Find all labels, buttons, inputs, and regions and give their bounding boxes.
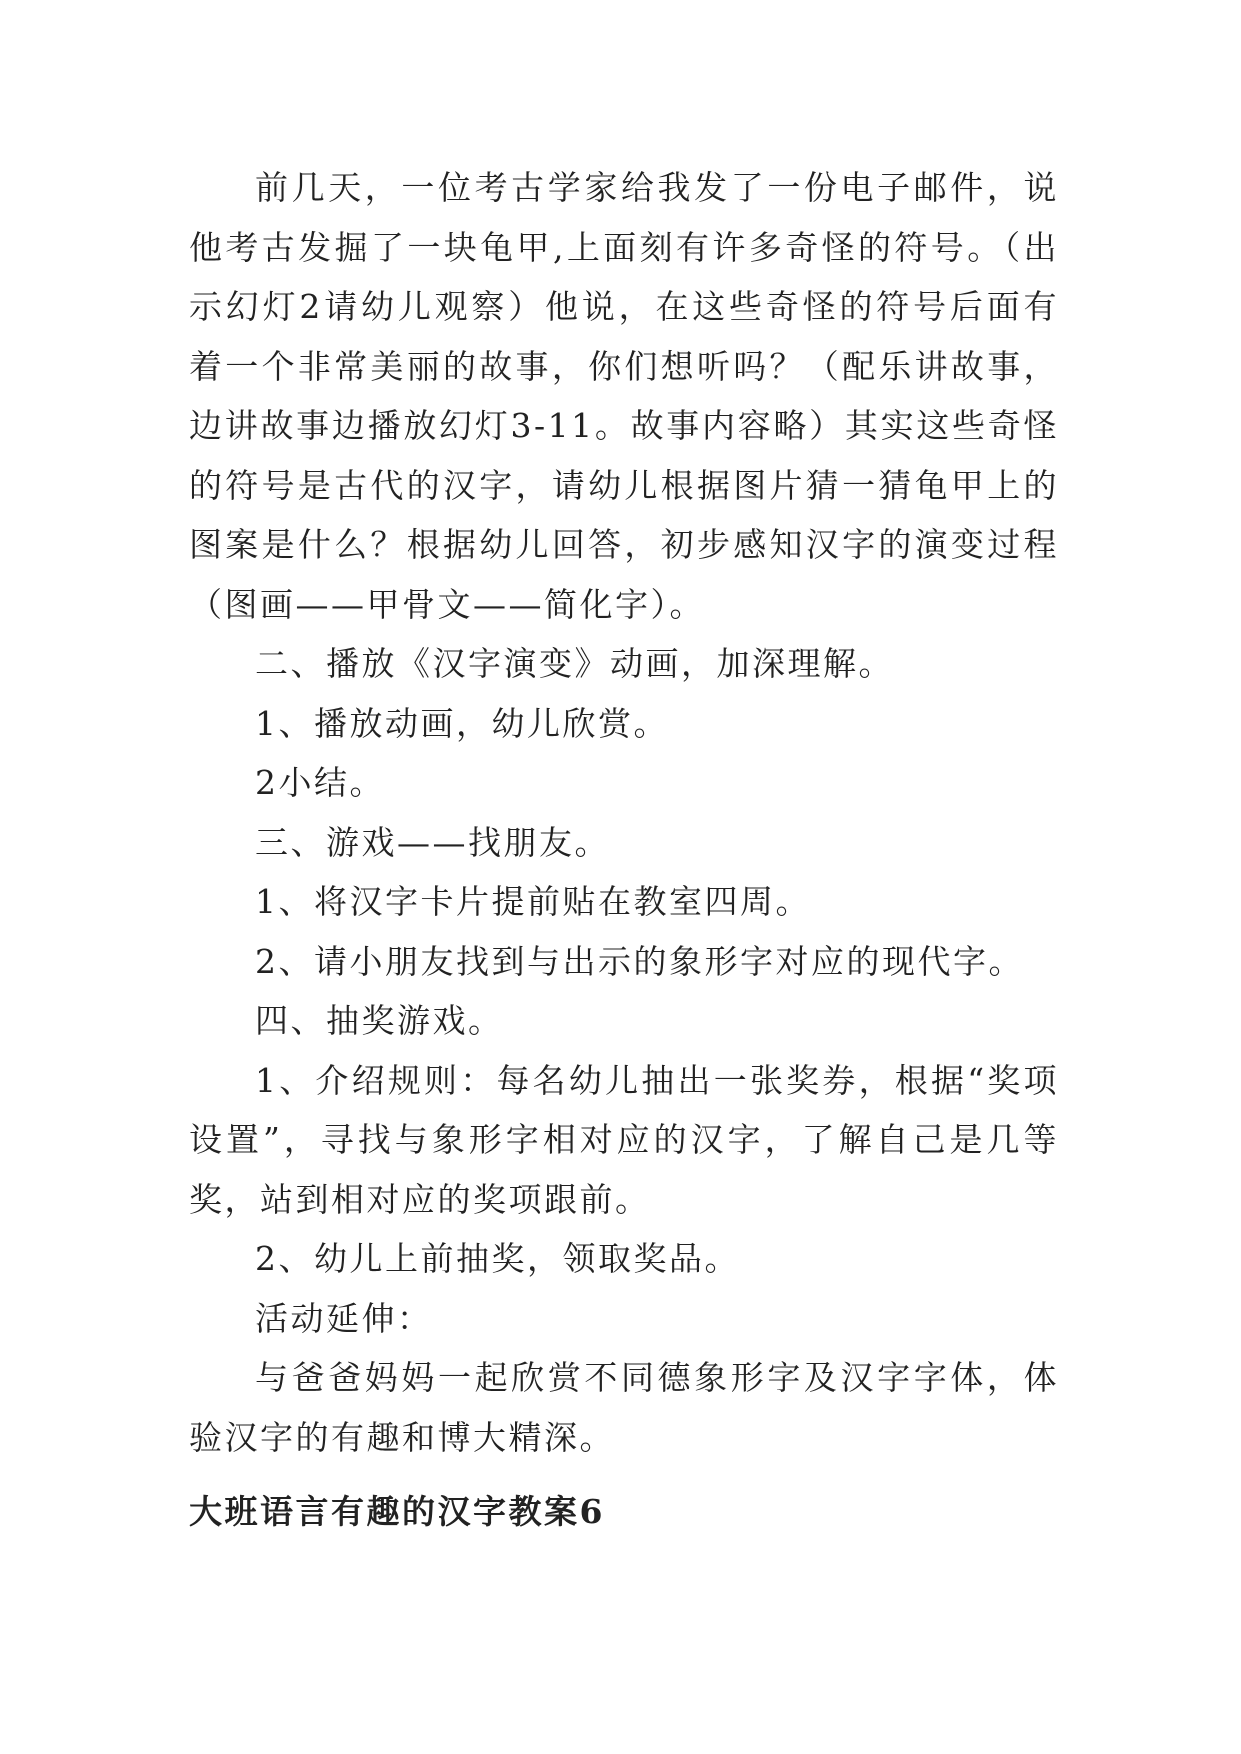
paragraph-step-two: 二、播放《汉字演变》动画，加深理解。 (255, 644, 894, 683)
paragraph-step-two-2: 2小结。 (255, 763, 385, 802)
paragraph-extension-heading: 活动延伸： (255, 1298, 433, 1338)
document-body (189, 158, 1059, 1467)
paragraph-extension-body: 与爸爸妈妈一起欣赏不同德象形字及汉字字体，体验汉字的有趣和博大精深。 (189, 1358, 1059, 1457)
paragraph-step-three-2: 2、请小朋友找到与出示的象形字对应的现代字。 (255, 941, 1024, 981)
paragraph-step-four: 四、抽奖游戏。 (255, 1001, 504, 1040)
paragraph-step-four-2: 2、幼儿上前抽奖，领取奖品。 (255, 1239, 740, 1278)
paragraph-step-two-1: 1、播放动画，幼儿欣赏。 (255, 703, 669, 743)
paragraph-story-intro: 前几天，一位考古学家给我发了一份电子邮件，说他考古发掘了一块龟甲,上面刻有许多奇怪的符号。（出示幻灯2请幼儿观察）他说，在这些奇怪的符号后面有着一个非常美丽的故事，你们想听吗？（配乐讲故事，边讲故事边播放幻灯3-11。故事内容略）其实这些奇怪的符号是古代的汉字，请幼儿根据图片猜一猜龟甲上的图案是什么？根据幼儿回答，初步感知汉字的演变过程（图画——甲骨文——简化字）。 (189, 168, 1059, 624)
paragraph-step-three-1: 1、将汉字卡片提前贴在教室四周。 (255, 882, 811, 921)
paragraph-step-four-1: 1、介绍规则：每名幼儿抽出一张奖券，根据“奖项设置”，寻找与象形字相对应的汉字，了解自己是几等奖，站到相对应的奖项跟前。 (189, 1060, 1059, 1219)
paragraph-step-three: 三、游戏——找朋友。 (255, 822, 610, 862)
section-title: 大班语言有趣的汉字教案6 (189, 1492, 605, 1531)
